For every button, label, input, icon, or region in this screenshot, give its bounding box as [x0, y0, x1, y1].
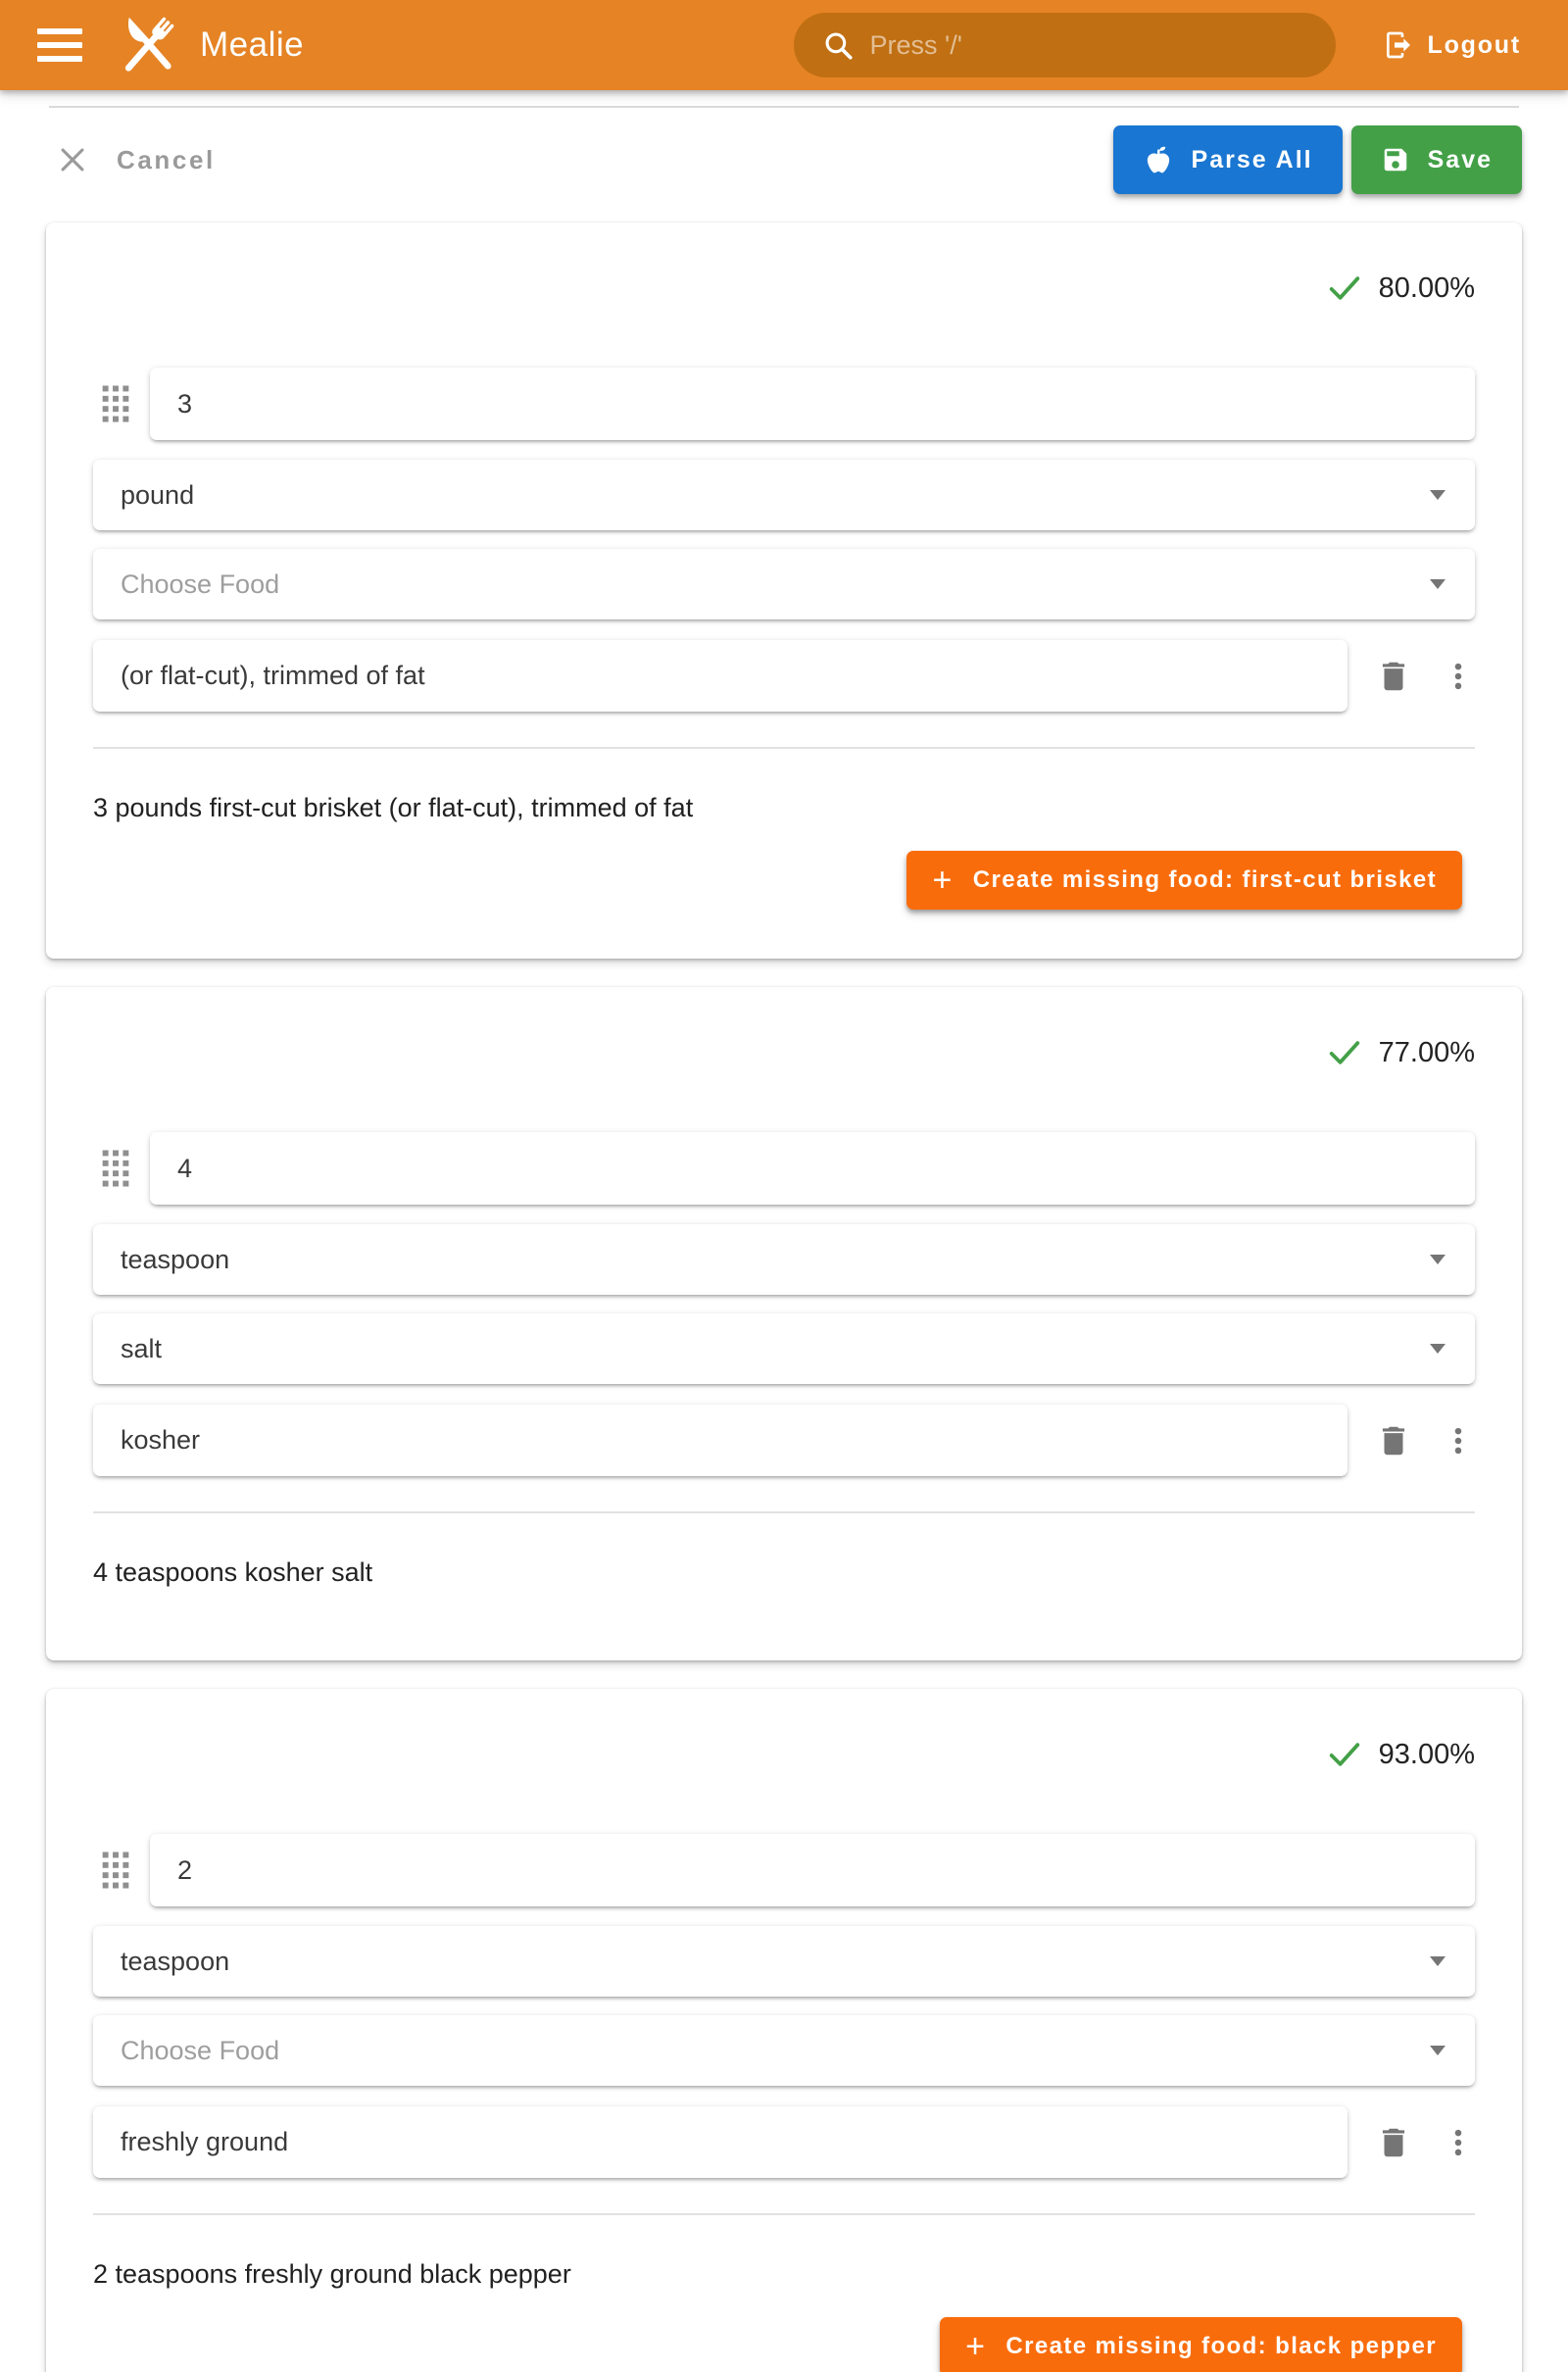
confidence-row: [93, 1734, 1475, 1775]
toolbar: [46, 125, 1522, 194]
parse-all-button[interactable]: [1113, 125, 1343, 194]
note-row: [93, 2106, 1475, 2178]
ingredient-card: [46, 222, 1522, 959]
divider: [93, 747, 1475, 749]
save-label: Save: [1427, 145, 1493, 173]
ingredient-card: [46, 1689, 1522, 2372]
check-icon: [1326, 1736, 1363, 1773]
original-ingredient-text: 4 teaspoons kosher salt: [93, 1557, 373, 1587]
food-select[interactable]: [93, 2015, 1475, 2086]
note-row: [93, 1405, 1475, 1476]
chevron-down-icon: [1430, 1956, 1446, 1966]
create-row: [93, 2317, 1475, 2372]
quantity-input[interactable]: [150, 368, 1475, 440]
mealie-logo-icon: [110, 8, 184, 82]
confidence-value: 93.00%: [1378, 1738, 1475, 1770]
create-row: [93, 851, 1475, 910]
drag-handle-icon[interactable]: [93, 384, 150, 423]
note-row: [93, 640, 1475, 712]
confidence-row: [93, 1032, 1475, 1073]
confidence-value: 77.00%: [1378, 1036, 1475, 1068]
menu-icon[interactable]: [35, 23, 84, 68]
toolbar-actions: [1113, 125, 1522, 194]
confidence-value: 80.00%: [1378, 272, 1475, 304]
unit-select-value: pound: [121, 479, 195, 510]
food-select-placeholder: Choose Food: [121, 568, 280, 599]
kebab-menu-icon[interactable]: [1442, 1424, 1475, 1458]
note-input[interactable]: [93, 1405, 1348, 1476]
parse-all-label: Parse All: [1191, 145, 1313, 173]
note-input[interactable]: [93, 640, 1348, 712]
kebab-menu-icon[interactable]: [1442, 2126, 1475, 2159]
chevron-down-icon: [1430, 1255, 1446, 1264]
logout-icon: [1383, 29, 1414, 61]
quantity-row: [93, 368, 1475, 440]
create-missing-food-label: Create missing food: first-cut brisket: [972, 866, 1437, 893]
kebab-menu-icon[interactable]: [1442, 660, 1475, 693]
original-ingredient-text: 2 teaspoons freshly ground black pepper: [93, 2259, 571, 2289]
food-select-placeholder: Choose Food: [121, 2035, 280, 2065]
chevron-down-icon: [1430, 1344, 1446, 1354]
ingredient-card: [46, 987, 1522, 1660]
check-icon: [1326, 270, 1363, 307]
trash-icon[interactable]: [1375, 2124, 1412, 2161]
search-input[interactable]: [855, 30, 1316, 61]
food-select-value: salt: [121, 1333, 163, 1363]
trash-icon[interactable]: [1375, 658, 1412, 695]
unit-select[interactable]: [93, 1224, 1475, 1295]
cancel-label: Cancel: [117, 144, 216, 174]
check-icon: [1326, 1034, 1363, 1071]
unit-select[interactable]: [93, 1926, 1475, 1997]
divider: [93, 1511, 1475, 1513]
chevron-down-icon: [1430, 579, 1446, 589]
search-box[interactable]: [794, 13, 1336, 77]
trash-icon[interactable]: [1375, 1422, 1412, 1459]
drag-handle-icon[interactable]: [93, 1851, 150, 1890]
app-header: [0, 0, 1568, 90]
header-divider: [49, 106, 1519, 108]
quantity-input[interactable]: [150, 1132, 1475, 1205]
food-select[interactable]: [93, 549, 1475, 619]
original-ingredient-text: 3 pounds first-cut brisket (or flat-cut), trimmed of fat: [93, 793, 694, 822]
quantity-row: [93, 1834, 1475, 1906]
plus-icon: +: [932, 862, 954, 899]
quantity-input[interactable]: [150, 1834, 1475, 1906]
plus-icon: +: [965, 2328, 987, 2365]
drag-handle-icon[interactable]: [93, 1149, 150, 1188]
chevron-down-icon: [1430, 490, 1446, 500]
note-input[interactable]: [93, 2106, 1348, 2178]
confidence-row: [93, 268, 1475, 309]
divider: [93, 2213, 1475, 2215]
quantity-row: [93, 1132, 1475, 1205]
cancel-button[interactable]: [46, 143, 225, 176]
unit-select-value: teaspoon: [121, 1244, 230, 1274]
chevron-down-icon: [1430, 2046, 1446, 2055]
food-select[interactable]: [93, 1313, 1475, 1384]
create-missing-food-button[interactable]: [906, 851, 1462, 910]
search-icon: [821, 28, 855, 62]
ingredient-parser-content: [0, 125, 1568, 2372]
app-title: Mealie: [200, 25, 305, 64]
apple-icon: [1143, 144, 1174, 175]
create-missing-food-label: Create missing food: black pepper: [1005, 2333, 1437, 2359]
close-icon: [56, 143, 89, 176]
logout-button[interactable]: [1379, 22, 1525, 69]
create-missing-food-button[interactable]: [940, 2317, 1462, 2372]
save-icon: [1381, 145, 1410, 174]
save-button[interactable]: [1351, 125, 1522, 194]
unit-select-value: teaspoon: [121, 1946, 230, 1976]
logout-label: Logout: [1427, 30, 1521, 59]
unit-select[interactable]: [93, 460, 1475, 530]
